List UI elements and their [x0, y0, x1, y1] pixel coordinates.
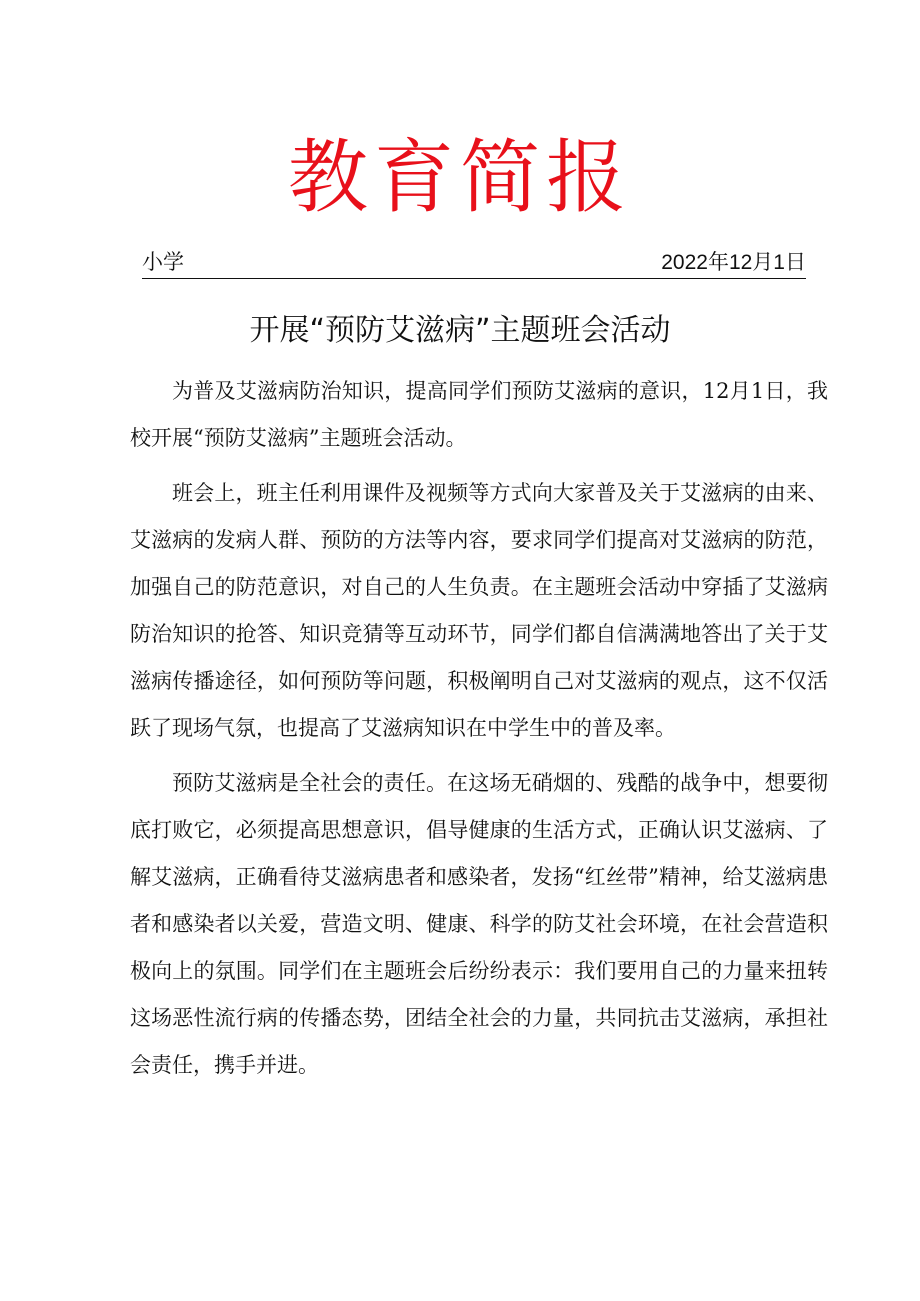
article-headline: 开展“预防艾滋病”主题班会活动: [249, 313, 671, 348]
newsletter-masthead: 教育简报: [288, 131, 632, 224]
article-paragraph: 班会上，班主任利用课件及视频等方式向大家普及关于艾滋病的由来、艾滋病的发病人群、预防的方法等内容，要求同学们提高对艾滋病的防范，加强自己的防范意识，对自己的人生负责。在主题班会活动中穿插了艾滋病防治知识的抢答、知识竞猜等互动环节，同学们都自信满满地答出了关于艾滋病传播途径，如何预防等问题，积极阐明自己对艾滋病的观点，这不仅活跃了现场气氛，也提高了艾滋病知识在中学生中的普及率。: [130, 481, 828, 740]
article-body: [130, 368, 828, 1097]
issue-info-line: [142, 248, 806, 279]
school-name: 小学: [142, 251, 184, 274]
issue-date: 2022年12月1日: [661, 251, 806, 274]
article-paragraph: 预防艾滋病是全社会的责任。在这场无硝烟的、残酷的战争中，想要彻底打败它，必须提高思想意识，倡导健康的生活方式，正确认识艾滋病、了解艾滋病，正确看待艾滋病患者和感染者，发扬“红丝带”精神，给艾滋病患者和感染者以关爱，营造文明、健康、科学的防艾社会环境，在社会营造积极向上的氛围。同学们在主题班会后纷纷表示：我们要用自己的力量来扭转这场恶性流行病的传播态势，团结全社会的力量，共同抗击艾滋病，承担社会责任，携手并进。: [130, 771, 828, 1077]
article-paragraph: 为普及艾滋病防治知识，提高同学们预防艾滋病的意识，12月1日，我校开展“预防艾滋病”主题班会活动。: [130, 379, 828, 450]
